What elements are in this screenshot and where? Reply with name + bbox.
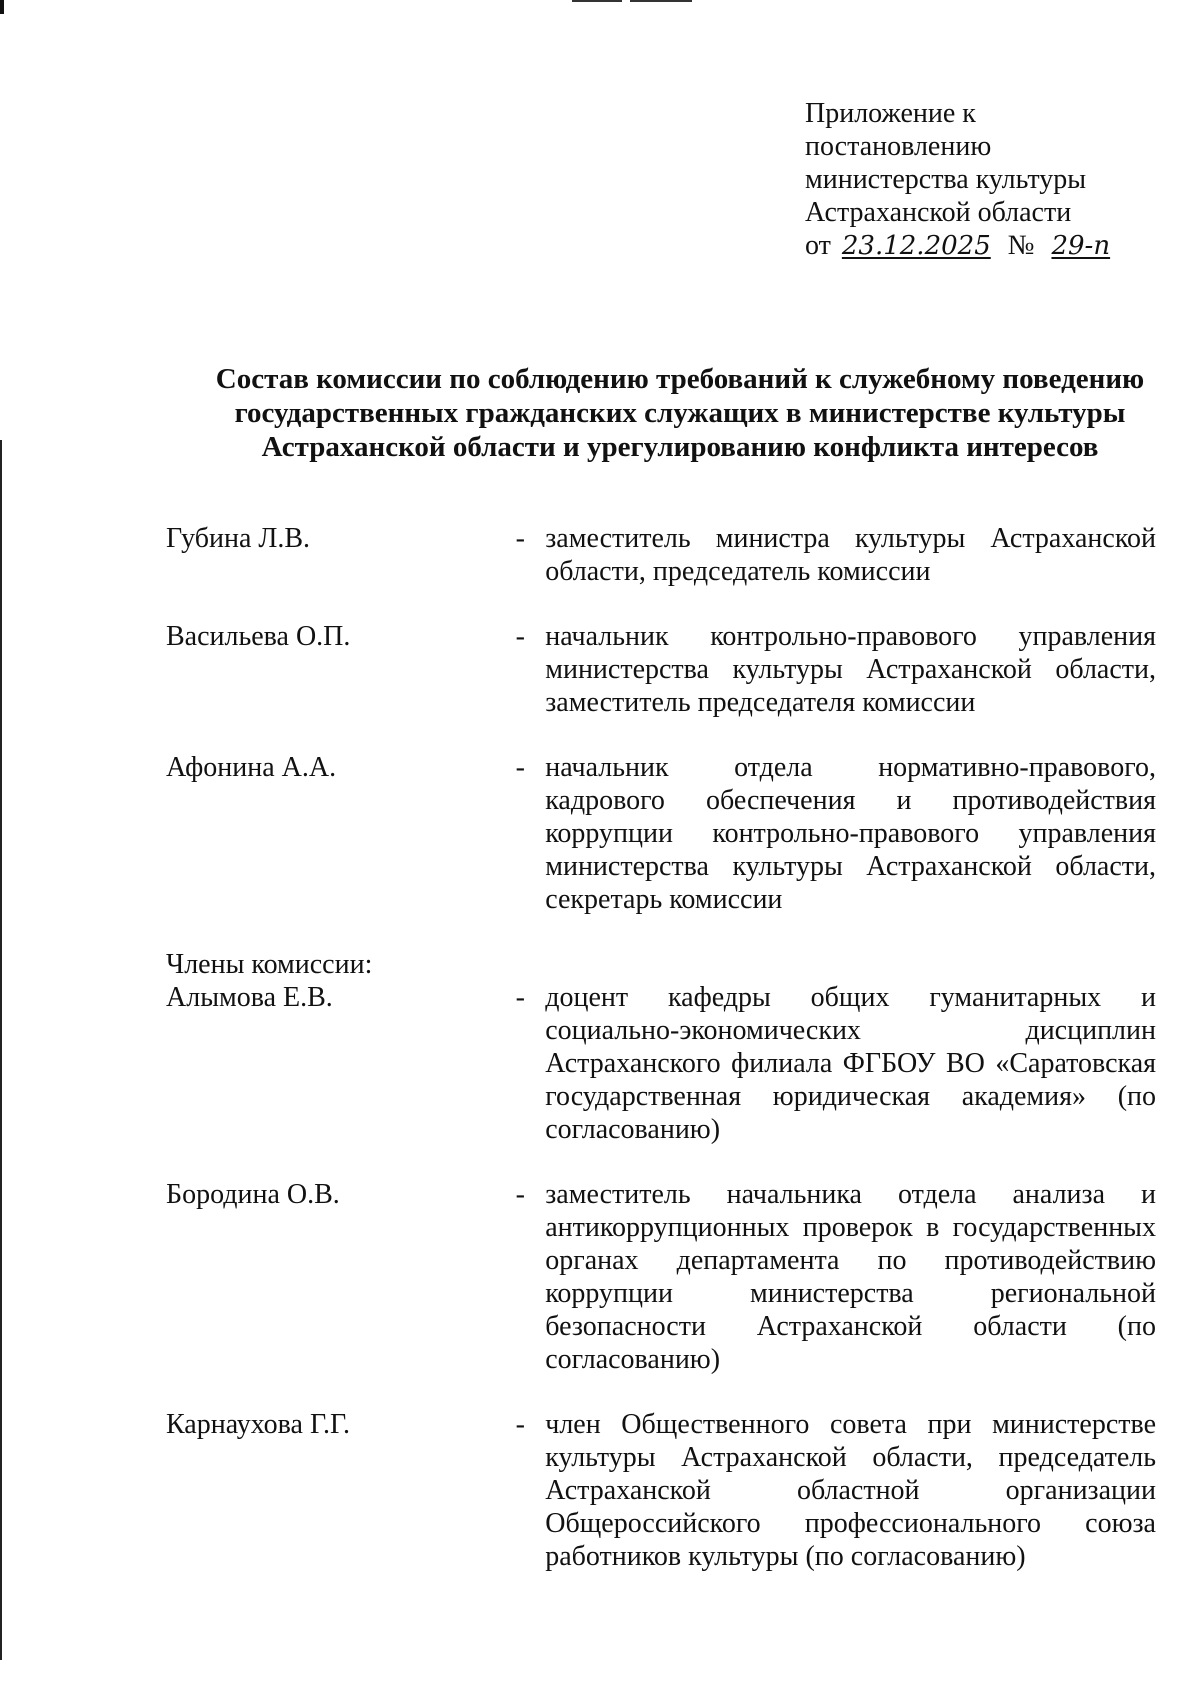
scan-edge-mark — [0, 0, 4, 14]
member-dash: - — [515, 982, 525, 1013]
handwritten-number: 29-п — [1051, 231, 1111, 261]
number-sign: № — [1007, 230, 1035, 261]
appendix-block — [805, 97, 1145, 263]
member-description: начальник отдела нормативно-правового, кадрового обеспечения и противодействия коррупции контрольно-правового управления министерства культуры Астраханской области, секретарь комиссии — [545, 752, 1156, 915]
member-name: Алымова Е.В. — [166, 982, 333, 1013]
document-title — [120, 362, 1200, 464]
handwritten-date: 23.12.2025 — [841, 231, 991, 261]
member-row — [166, 1178, 1156, 1376]
scan-top-dash — [630, 0, 692, 2]
member-row — [166, 1408, 1156, 1573]
member-name: Васильева О.П. — [166, 621, 351, 652]
appendix-line: министерства культуры — [805, 164, 1087, 195]
title-line: Астраханской области и урегулированию конфликта интересов — [261, 431, 1099, 463]
commission-list — [166, 522, 1156, 1573]
member-description: доцент кафедры общих гуманитарных и социально-экономических дисциплин Астраханского филиала ФГБОУ ВО «Саратовская государственная юридическая академия» (по согласованию) — [545, 982, 1156, 1145]
title-line: государственных гражданских служащих в министерстве культуры — [234, 397, 1126, 429]
member-description: заместитель начальника отдела анализа и антикоррупционных проверок в государственных органах департамента по противодействию коррупции министерства региональной безопасности Астраханской области (по согласованию) — [545, 1179, 1156, 1375]
member-row — [166, 751, 1156, 916]
member-description: член Общественного совета при министерстве культуры Астраханской области, председатель Астраханской областной организации Общероссийского профессионального союза работников культуры (по согласованию) — [545, 1409, 1156, 1572]
appendix-date-line — [805, 229, 1145, 263]
member-name: Афонина А.А. — [166, 752, 337, 783]
member-dash: - — [515, 1409, 525, 1440]
member-description: заместитель министра культуры Астраханской области, председатель комиссии — [545, 523, 1156, 587]
member-name: Карнаухова Г.Г. — [166, 1409, 350, 1440]
date-prefix: от — [805, 230, 831, 261]
member-dash: - — [515, 621, 525, 652]
member-row — [166, 522, 1156, 588]
member-row — [166, 981, 1156, 1146]
appendix-line: постановлению — [805, 131, 992, 162]
scan-top-dash — [572, 0, 622, 2]
title-line: Состав комиссии по соблюдению требований к служебному поведению — [215, 363, 1145, 395]
member-row — [166, 620, 1156, 719]
member-description: начальник контрольно-правового управления министерства культуры Астраханской области, заместитель председателя комиссии — [545, 621, 1156, 718]
member-name: Бородина О.В. — [166, 1179, 340, 1210]
member-dash: - — [515, 523, 525, 554]
scan-edge-line — [0, 440, 2, 1660]
members-group-label: Члены комиссии: — [166, 949, 373, 980]
member-dash: - — [515, 752, 525, 783]
member-name: Губина Л.В. — [166, 523, 311, 554]
member-dash: - — [515, 1179, 525, 1210]
appendix-line: Астраханской области — [805, 197, 1072, 228]
appendix-line: Приложение к — [805, 98, 976, 129]
